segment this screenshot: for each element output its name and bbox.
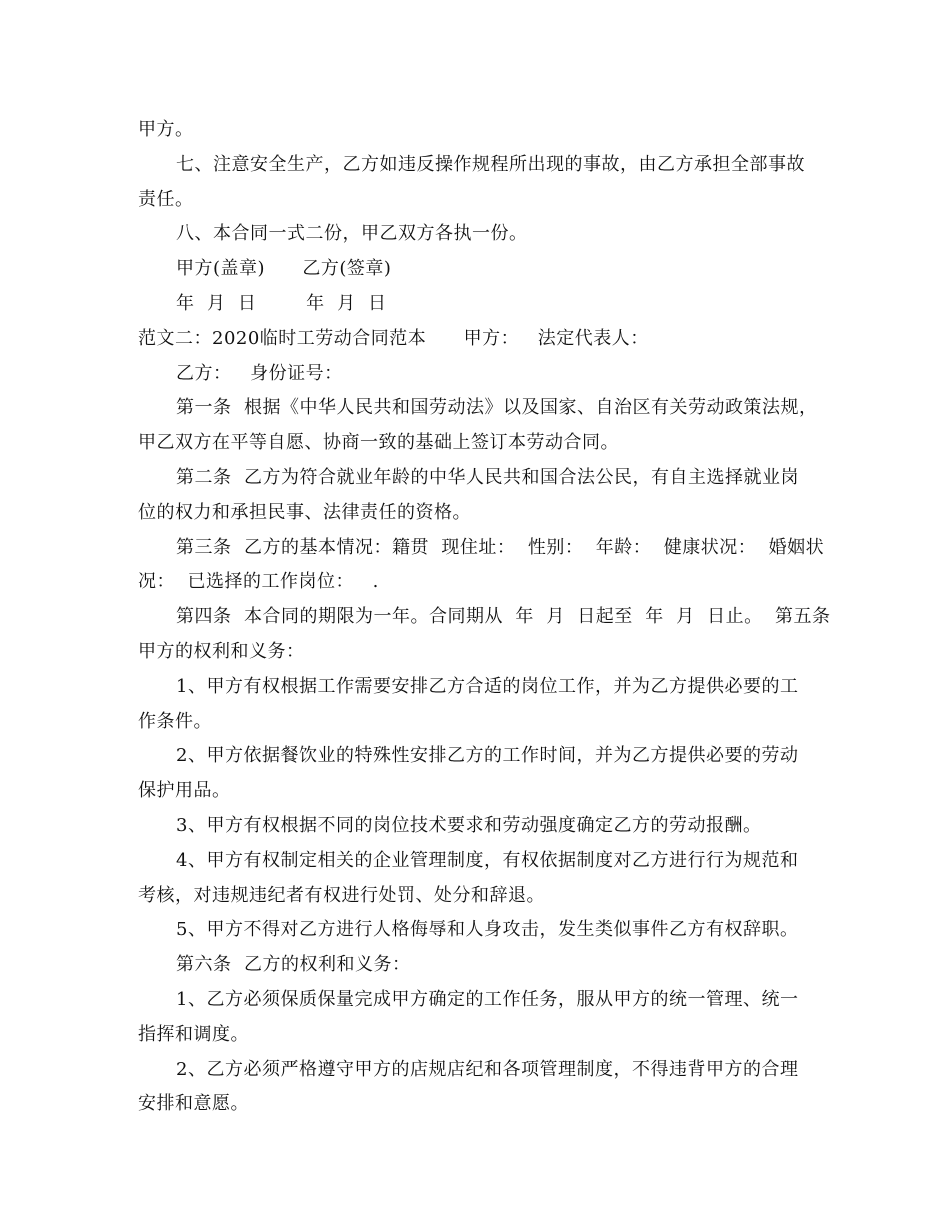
text-line: 甲乙双方在平等自愿、协商一致的基础上签订本劳动合同。 (138, 432, 619, 454)
text-line: 八、本合同一式二份，甲乙双方各执一份。 (176, 223, 528, 245)
text-line: 第一条 根据《中华人民共和国劳动法》以及国家、自治区有关劳动政策法规， (176, 397, 818, 419)
text-line: 乙方： 身份证号： (176, 362, 343, 384)
text-line: 甲方(盖章) 乙方(签章) (176, 258, 392, 280)
text-line: 考核，对违规违纪者有权进行处罚、处分和辞退。 (138, 884, 545, 906)
text-line: 指挥和调度。 (138, 1023, 249, 1045)
text-line: 1、甲方有权根据工作需要安排乙方合适的岗位工作，并为乙方提供必要的工 (176, 675, 799, 697)
text-line: 5、甲方不得对乙方进行人格侮辱和人身攻击，发生类似事件乙方有权辞职。 (176, 919, 799, 941)
text-line: 第六条 乙方的权利和义务： (176, 954, 411, 976)
text-line: 保护用品。 (138, 780, 231, 802)
text-line: 1、乙方必须保质保量完成甲方确定的工作任务，服从甲方的统一管理、统一 (176, 989, 799, 1010)
text-line: 甲方的权利和义务： (138, 641, 305, 662)
text-line: 4、甲方有权制定相关的企业管理制度，有权依据制度对乙方进行行为规范和 (176, 849, 799, 871)
text-line: 责任。 (138, 188, 194, 210)
text-line: 第四条 本合同的期限为一年。合同期从 年 月 日起至 年 月 日止。 第五条 (176, 606, 831, 628)
text-line: 2、乙方必须严格遵守甲方的店规店纪和各项管理制度，不得违背甲方的合理 (176, 1058, 799, 1080)
text-line: 甲方。 (138, 119, 194, 140)
text-line: 范文二：2020临时工劳动合同范本 甲方： 法定代表人： (138, 327, 649, 349)
text-line: 七、注意安全生产，乙方如违反操作规程所出现的事故，由乙方承担全部事故 (176, 153, 805, 175)
text-line: 况： 已选择的工作岗位： . (138, 571, 379, 593)
text-line: 第二条 乙方为符合就业年龄的中华人民共和国合法公民，有自主选择就业岗 (176, 467, 799, 488)
text-line: 年 月 日 年 月 日 (176, 293, 387, 314)
text-line: 3、甲方有权根据不同的岗位技术要求和劳动强度确定乙方的劳动报酬。 (176, 815, 762, 836)
text-line: 安排和意愿。 (138, 1093, 249, 1115)
text-line: 位的权力和承担民事、法律责任的资格。 (138, 501, 471, 523)
text-line: 第三条 乙方的基本情况：籍贯 现住址： 性别： 年龄： 健康状况： 婚姻状 (176, 536, 825, 558)
text-line: 2、甲方依据餐饮业的特殊性安排乙方的工作时间，并为乙方提供必要的劳动 (176, 745, 799, 767)
text-line: 作条件。 (138, 710, 212, 732)
